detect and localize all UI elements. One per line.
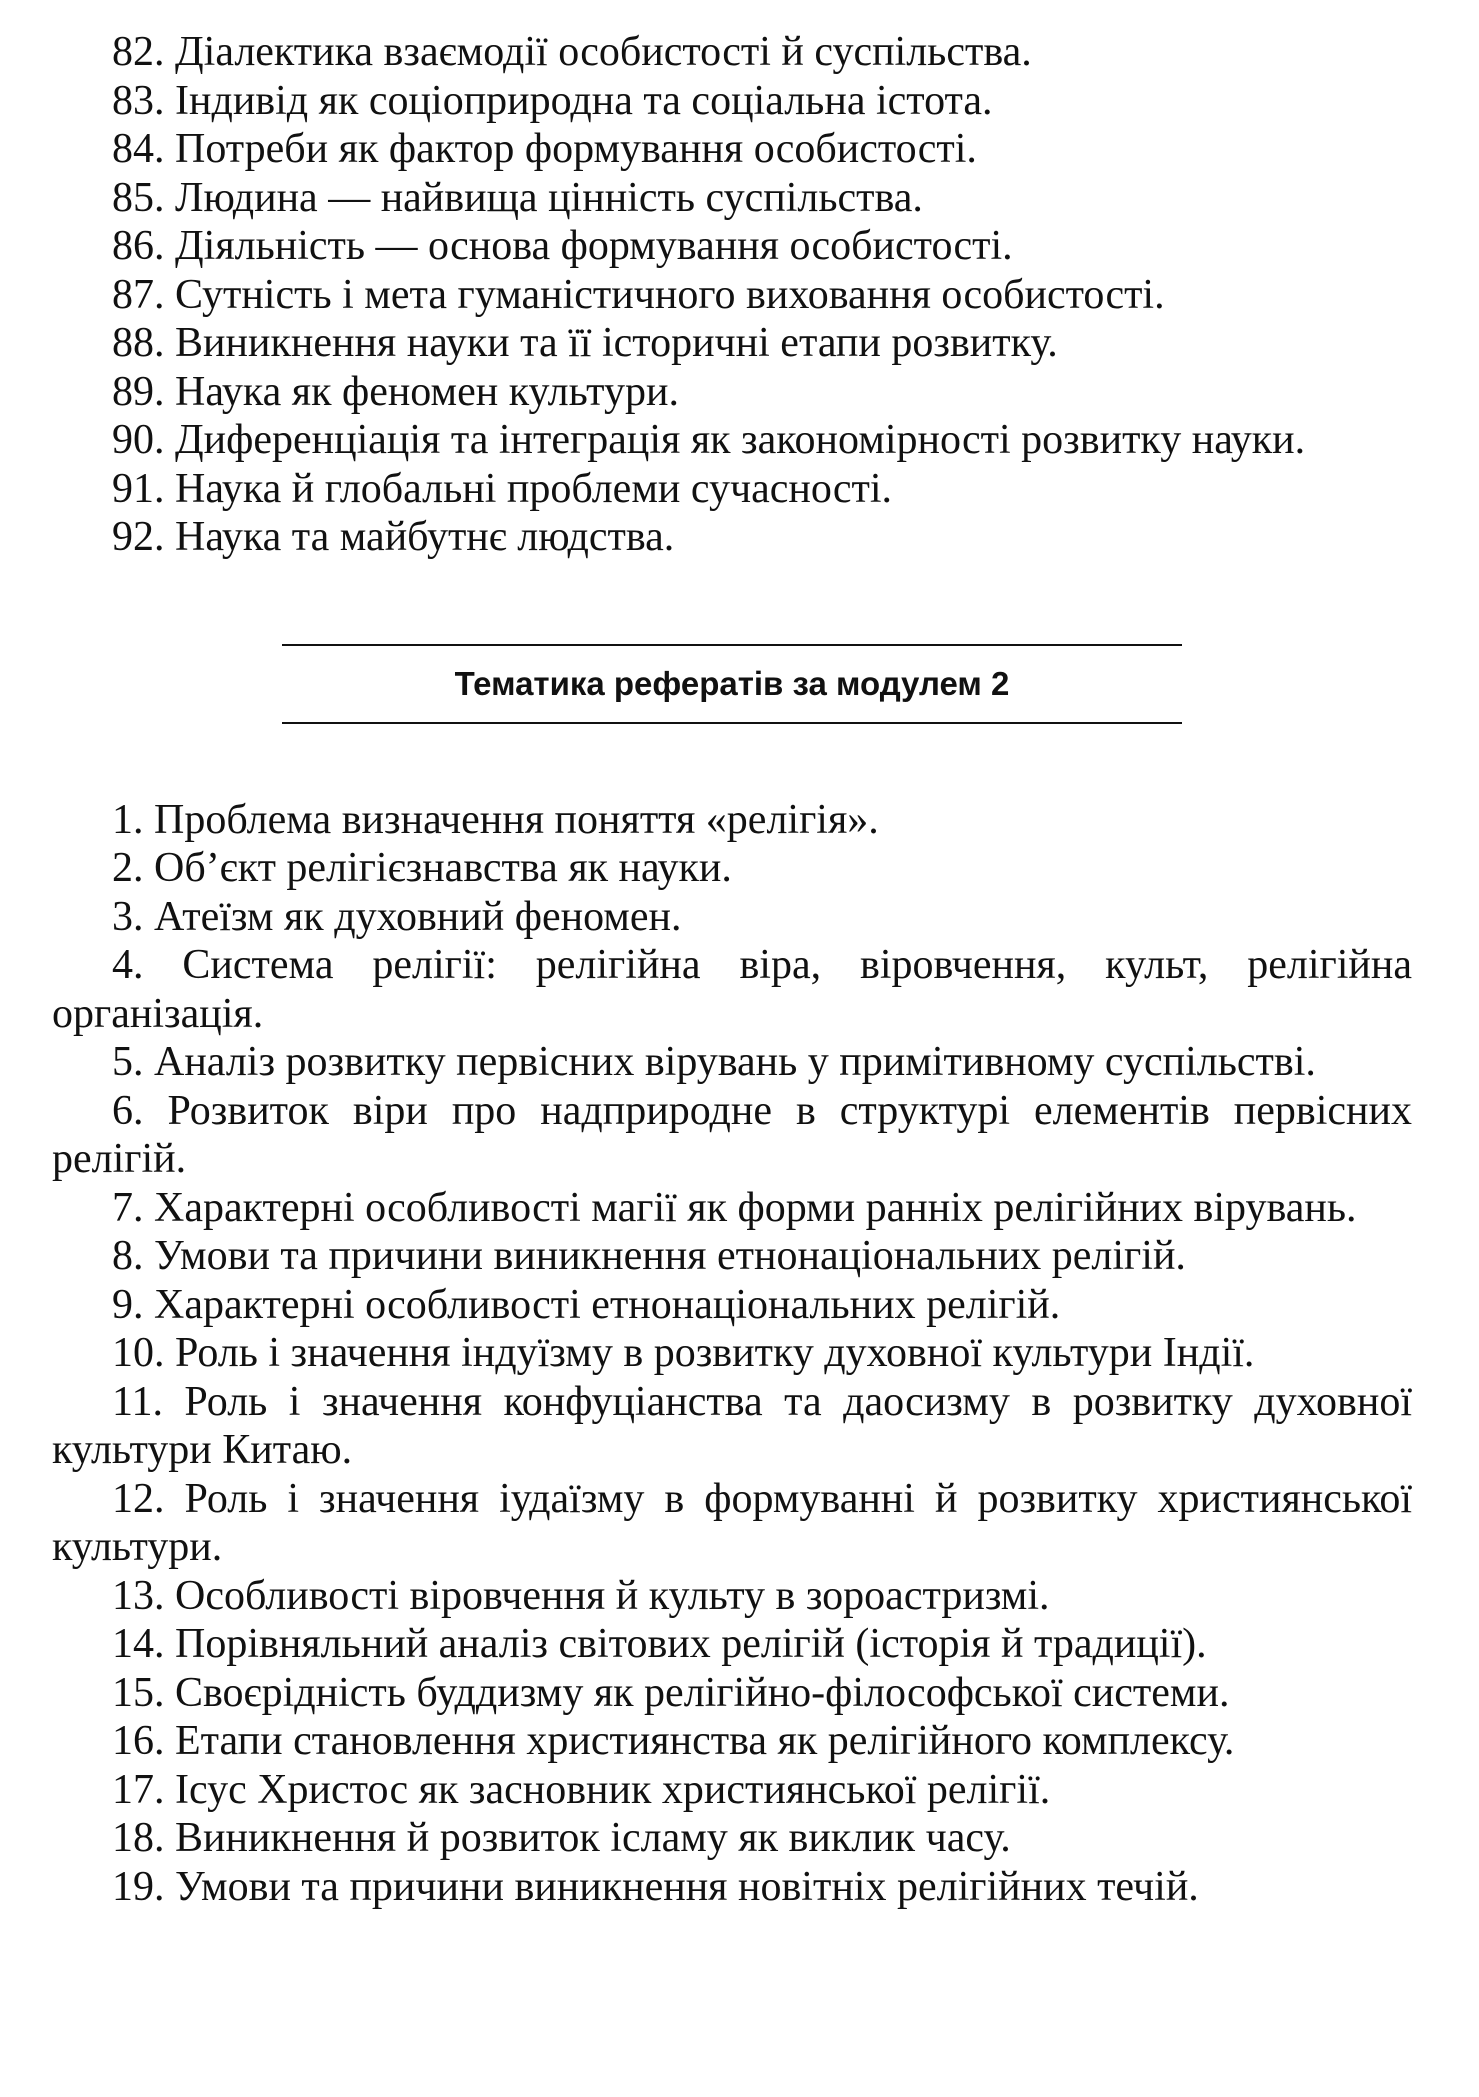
list-item: 6. Розвиток віри про надприродне в структурі елементів первісних релігій.	[52, 1087, 1412, 1182]
list-item: 89. Наука як феномен культури.	[112, 368, 679, 415]
section-heading: Тематика рефератів за модулем 2	[454, 664, 1010, 702]
list-item: 7. Характерні особливості магії як форми ранніх релігійних вірувань.	[112, 1184, 1357, 1231]
list-item: 5. Аналіз розвитку первісних вірувань у примітивному суспільстві.	[112, 1039, 1316, 1085]
list-item: 11. Роль і значення конфуціанства та даосизму в розвитку духовної культури Китаю.	[52, 1378, 1412, 1473]
list-item: 9. Характерні особливості етнонаціональних релігій.	[112, 1281, 1061, 1328]
list-item: 4. Система релігії: релігійна віра, віровчення, культ, релігійна організація.	[52, 942, 1412, 1037]
list-item: 15. Своєрідність буддизму як релігійно-філософської системи.	[112, 1669, 1230, 1716]
list-item: 12. Роль і значення іудаїзму в формуванні й розвитку християнської культури.	[52, 1475, 1412, 1570]
list-item: 16. Етапи становлення християнства як релігійного комплексу.	[112, 1718, 1235, 1764]
list-item: 2. Об’єкт релігієзнавства як науки.	[112, 845, 732, 891]
list-item: 91. Наука й глобальні проблеми сучасності.	[112, 465, 893, 512]
list-item: 14. Порівняльний аналіз світових релігій (історія й традиції).	[112, 1621, 1207, 1667]
document-page	[52, 28, 1412, 1911]
list-item: 1. Проблема визначення поняття «релігія».	[112, 796, 879, 843]
list-item: 19. Умови та причини виникнення новітніх релігійних течій.	[112, 1863, 1199, 1910]
topic-list-continued	[52, 28, 1412, 562]
list-item: 8. Умови та причини виникнення етнонаціональних релігій.	[112, 1233, 1186, 1279]
list-item: 86. Діяльність — основа формування особистості.	[112, 223, 1013, 269]
list-item: 85. Людина — найвища цінність суспільства.	[112, 174, 923, 221]
list-item: 87. Сутність і мета гуманістичного виховання особистості.	[112, 271, 1165, 318]
list-item: 92. Наука та майбутнє людства.	[112, 514, 675, 560]
list-item: 82. Діалектика взаємодії особистості й суспільства.	[112, 29, 1032, 75]
list-item: 84. Потреби як фактор формування особистості.	[112, 126, 977, 172]
bottom-rule-divider	[282, 722, 1182, 724]
list-item: 3. Атеїзм як духовний феномен.	[112, 893, 682, 940]
section-heading-block	[282, 644, 1182, 724]
list-item: 83. Індивід як соціоприродна та соціальна істота.	[112, 77, 993, 124]
list-item: 18. Виникнення й розвиток ісламу як виклик часу.	[112, 1815, 1011, 1861]
list-item: 13. Особливості віровчення й культу в зороастризмі.	[112, 1572, 1050, 1619]
list-item: 88. Виникнення науки та її історичні етапи розвитку.	[112, 320, 1058, 366]
module-2-topic-list	[52, 796, 1412, 1912]
list-item: 17. Ісус Христос як засновник християнської релігії.	[112, 1766, 1051, 1813]
list-item: 90. Диференціація та інтеграція як закономірності розвитку науки.	[112, 417, 1306, 463]
list-item: 10. Роль і значення індуїзму в розвитку духовної культури Індії.	[112, 1330, 1255, 1376]
